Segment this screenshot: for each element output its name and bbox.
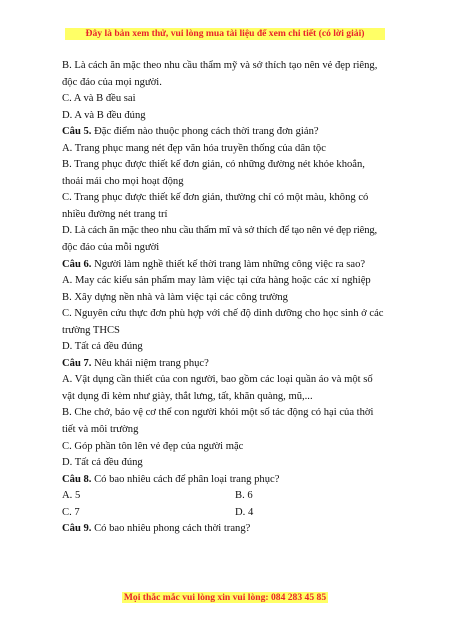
preview-banner: Đây là bản xem thử, vui lòng mua tài liệu để xem chi tiết (có lời giải) — [65, 28, 385, 40]
answer-option: A. Vật dụng cần thiết của con người, bao gồm các loại quần áo và một số — [62, 374, 373, 386]
answer-option: B. Che chở, bảo vệ cơ thể con người khỏi một số tác động có hại của thời — [62, 407, 374, 419]
answer-option: D. A và B đều đúng — [62, 109, 146, 121]
question-7 — [62, 356, 408, 373]
answer-option: C. Trang phục được thiết kế đơn giản, thường chỉ có một màu, không có — [62, 192, 369, 204]
answer-option: C. Nguyên cứu thực đơn phù hợp với chế độ dinh dưỡng cho học sinh ở các — [62, 308, 384, 320]
question-number: Câu 6. — [62, 258, 92, 270]
answer-line: vật dụng đi kèm như giày, thắt lưng, tất, khăn quàng, mũ,... — [62, 390, 313, 402]
answer-option: D. Tất cả đều đúng — [62, 341, 143, 353]
contact-footer — [0, 587, 450, 605]
question-text: Người làm nghề thiết kế thời trang làm những công việc ra sao? — [91, 258, 366, 270]
answer-option: A. Trang phục mang nét đẹp văn hóa truyền thống của dân tộc — [62, 142, 326, 154]
question-number: Câu 9. — [62, 523, 92, 535]
question-6 — [62, 257, 408, 274]
answer-option: C. A và B đều sai — [62, 93, 136, 105]
question-text: Đặc điểm nào thuộc phong cách thời trang đơn giản? — [91, 126, 319, 138]
answer-option: A. 5 — [62, 490, 81, 502]
answer-line: độc đáo của mỗi người — [62, 242, 160, 254]
answer-option: D. Là cách ăn mặc theo nhu cầu thẩm mĩ và sở thích để tạo nên vẻ đẹp riêng, — [62, 225, 377, 237]
answer-option: C. 7 — [62, 506, 80, 518]
question-9 — [62, 521, 408, 538]
answer-line: nhiều đường nét trang trí — [62, 208, 168, 220]
answer-line: tiết và môi trường — [62, 424, 139, 436]
answer-line: độc đáo của mọi người. — [62, 76, 162, 88]
question-number: Câu 5. — [62, 126, 92, 138]
answer-option: C. Góp phần tôn lên vẻ đẹp của người mặc — [62, 440, 244, 452]
answer-option: A. May các kiểu sản phẩm may làm việc tại cửa hàng hoặc các xí nghiệp — [62, 275, 371, 287]
question-number: Câu 7. — [62, 357, 92, 369]
answer-line: B. Là cách ăn mặc theo nhu cầu thẩm mỹ và sở thích tạo nên vẻ đẹp riêng, — [62, 60, 378, 71]
answer-option: B. Xây dựng nền nhà và làm việc tại các công trường — [62, 291, 288, 303]
answer-line: thoải mái cho mọi hoạt động — [62, 175, 184, 187]
answer-option: D. 4 — [235, 506, 254, 518]
footer-text: Mọi thắc mắc vui lòng xin vui lòng: 084 283 45 85 — [123, 592, 327, 603]
document-body — [62, 58, 408, 538]
question-text: Có bao nhiêu phong cách thời trang? — [91, 523, 251, 535]
question-number: Câu 8. — [62, 473, 92, 485]
question-8 — [62, 472, 408, 489]
question-5 — [62, 124, 408, 141]
answer-option: B. Trang phục được thiết kế đơn giản, có những đường nét khỏe khoắn, — [62, 159, 365, 171]
answer-row — [62, 505, 408, 522]
answer-option: B. 6 — [235, 490, 253, 502]
answer-row — [62, 488, 408, 505]
question-text: Có bao nhiêu cách để phân loại trang phục? — [91, 473, 280, 485]
answer-option: D. Tất cả đều đúng — [62, 457, 143, 469]
answer-line: trường THCS — [62, 324, 120, 336]
question-text: Nêu khái niệm trang phục? — [91, 357, 209, 369]
